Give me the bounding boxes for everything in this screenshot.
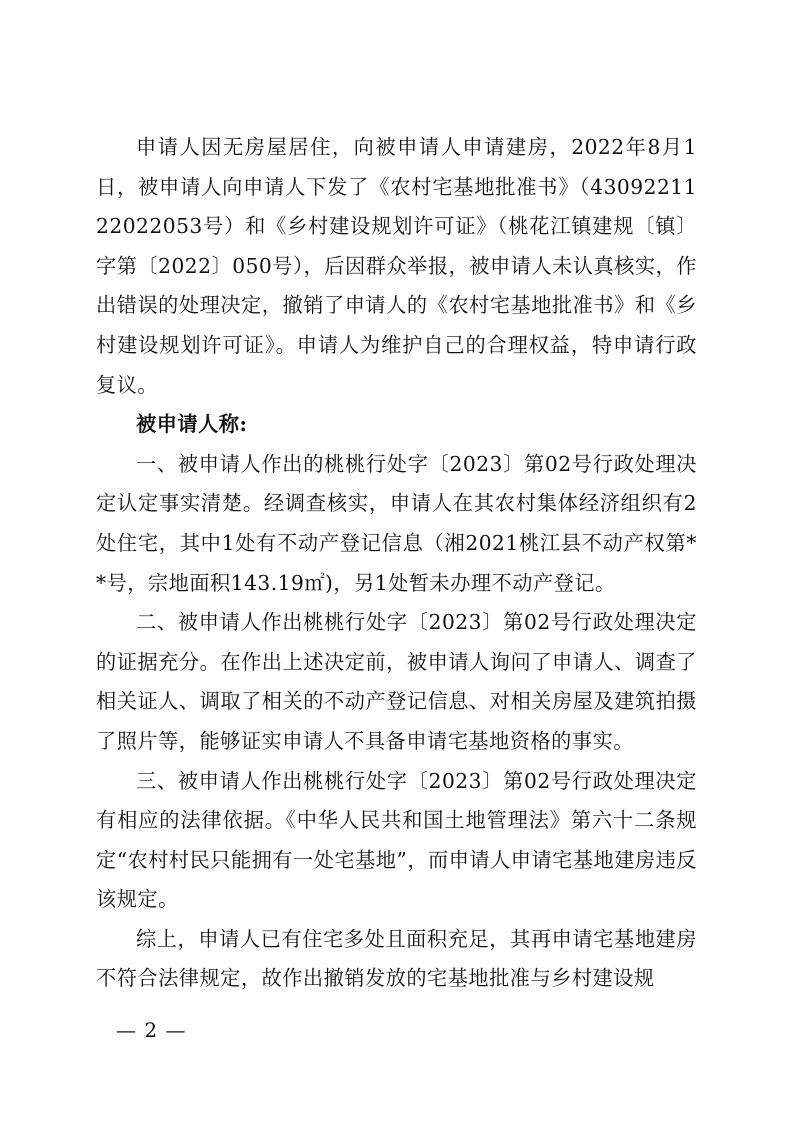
paragraph-conclusion: 综上，申请人已有住宅多处且面积充足，其再申请宅基地建房不符合法律规定，故作出撤销发放的宅基地批准与乡村建设规 [96, 926, 697, 991]
document-body [96, 128, 697, 999]
page-number: — 2 — [116, 1018, 187, 1042]
paragraph-point-three: 三、被申请人作出桃桃行处字〔2023〕第02号行政处理决定有相应的法律依据。《中华人民共和国土地管理法》第六十二条规定“农村村民只能拥有一处宅基地”，而申请人申请宅基地建房违反该规定。 [96, 768, 697, 912]
heading-respondent-states: 被申请人称: [136, 412, 248, 437]
paragraph-point-one: 一、被申请人作出的桃桃行处字〔2023〕第02号行政处理决定认定事实清楚。经调查核实，申请人在其农村集体经济组织有2处住宅，其中1处有不动产登记信息（湘2021桃江县不动产权第**号，宗地面积143.19㎡)，另1处暂未办理不动产登记。 [96, 451, 697, 595]
paragraph-applicant-claim: 申请人因无房屋居住，向被申请人申请建房，2022年8月1日，被申请人向申请人下发了《农村宅基地批准书》（4309221122022053号）和《乡村建设规划许可证》（桃花江镇建规〔镇〕字第〔2022〕050号），后因群众举报，被申请人未认真核实，作出错误的处理决定，撤销了申请人的《农村宅基地批准书》和《乡村建设规划许可证》。申请人为维护自己的合理权益，特申请行政复议。 [96, 135, 697, 397]
paragraph-point-two: 二、被申请人作出桃桃行处字〔2023〕第02号行政处理决定的证据充分。在作出上述决定前，被申请人询问了申请人、调查了相关证人、调取了相关的不动产登记信息、对相关房屋及建筑拍摄了照片等，能够证实申请人不具备申请宅基地资格的事实。 [96, 610, 697, 753]
